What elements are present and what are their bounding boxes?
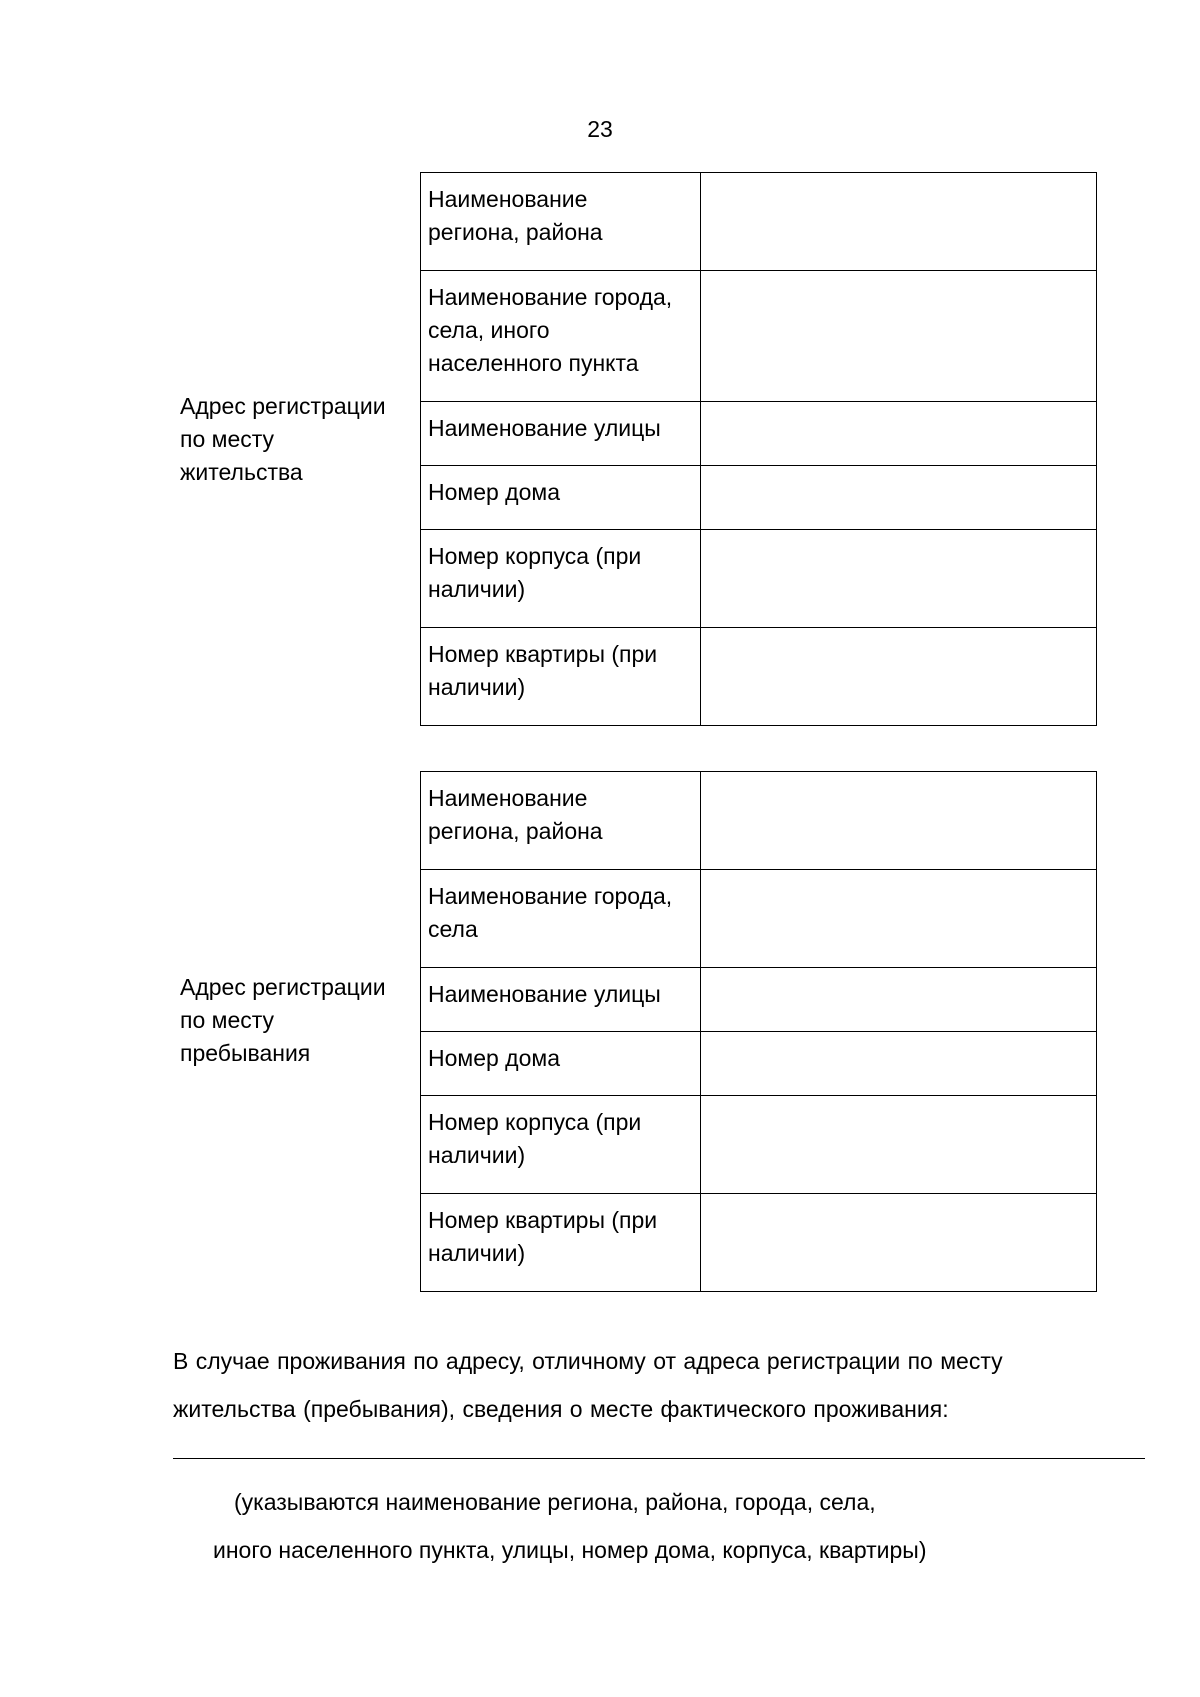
table-row [421,530,1097,628]
house-number-label [421,466,701,530]
apartment-number-label [421,1194,701,1292]
house-number-field[interactable] [701,466,1097,530]
label-line: Номер квартиры (при [428,1207,658,1233]
label-line: Номер корпуса (при [428,543,642,569]
region-district-label [421,772,701,870]
label-line: Наименование улицы [428,415,661,441]
label-line: наличии) [428,1142,526,1168]
city-village-field[interactable] [701,870,1097,968]
section-label-line: Адрес регистрации [180,974,386,1000]
region-district-field[interactable] [701,173,1097,271]
table-row [421,466,1097,530]
section-label-line: по месту [180,426,275,452]
street-label [421,402,701,466]
table-row [421,271,1097,402]
building-number-field[interactable] [701,1096,1097,1194]
stay-address-table [420,771,1097,1292]
label-line: села [428,916,478,942]
residence-address-label [180,390,412,489]
section-label-line: пребывания [180,1040,311,1066]
actual-residence-fill-line[interactable] [173,1458,1145,1459]
label-line: Наименование улицы [428,981,661,1007]
label-line: села, иного [428,317,550,343]
apartment-number-label [421,628,701,726]
actual-residence-paragraph [173,1337,1093,1433]
table-row [421,1194,1097,1292]
section-label-line: Адрес регистрации [180,393,386,419]
table-row [421,772,1097,870]
residence-address-table [420,172,1097,726]
street-field[interactable] [701,968,1097,1032]
label-line: наличии) [428,674,526,700]
street-label [421,968,701,1032]
paragraph-line: В случае проживания по адресу, отличному от адреса регистрации по месту [173,1348,1003,1374]
apartment-number-field[interactable] [701,628,1097,726]
label-line: региона, района [428,818,603,844]
building-number-field[interactable] [701,530,1097,628]
table-row [421,628,1097,726]
label-line: Наименование [428,785,588,811]
table-row [421,173,1097,271]
label-line: Наименование города, [428,883,673,909]
street-field[interactable] [701,402,1097,466]
label-line: Наименование [428,186,588,212]
label-line: Номер корпуса (при [428,1109,642,1135]
city-village-label [421,870,701,968]
region-district-field[interactable] [701,772,1097,870]
table-row [421,402,1097,466]
label-line: населенного пункта [428,350,639,376]
table-row [421,870,1097,968]
table-row [421,1096,1097,1194]
city-village-field[interactable] [701,271,1097,402]
paragraph-line: жительства (пребывания), сведения о месте фактического проживания: [173,1396,949,1422]
building-number-label [421,1096,701,1194]
label-line: Номер дома [428,1045,561,1071]
region-district-label [421,173,701,271]
fill-hint-line: иного населенного пункта, улицы, номер дома, корпуса, квартиры) [213,1537,927,1563]
apartment-number-field[interactable] [701,1194,1097,1292]
table-row [421,968,1097,1032]
stay-address-label [180,971,412,1070]
section-label-line: по месту [180,1007,275,1033]
label-line: Номер квартиры (при [428,641,658,667]
building-number-label [421,530,701,628]
house-number-label [421,1032,701,1096]
label-line: региона, района [428,219,603,245]
label-line: наличии) [428,1240,526,1266]
fill-hint-line: (указываются наименование региона, района, города, села, [234,1489,876,1515]
house-number-field[interactable] [701,1032,1097,1096]
page-number: 23 [587,116,613,142]
label-line: Номер дома [428,479,561,505]
section-label-line: жительства [180,459,303,485]
label-line: Наименование города, [428,284,673,310]
city-village-label [421,271,701,402]
label-line: наличии) [428,576,526,602]
table-row [421,1032,1097,1096]
